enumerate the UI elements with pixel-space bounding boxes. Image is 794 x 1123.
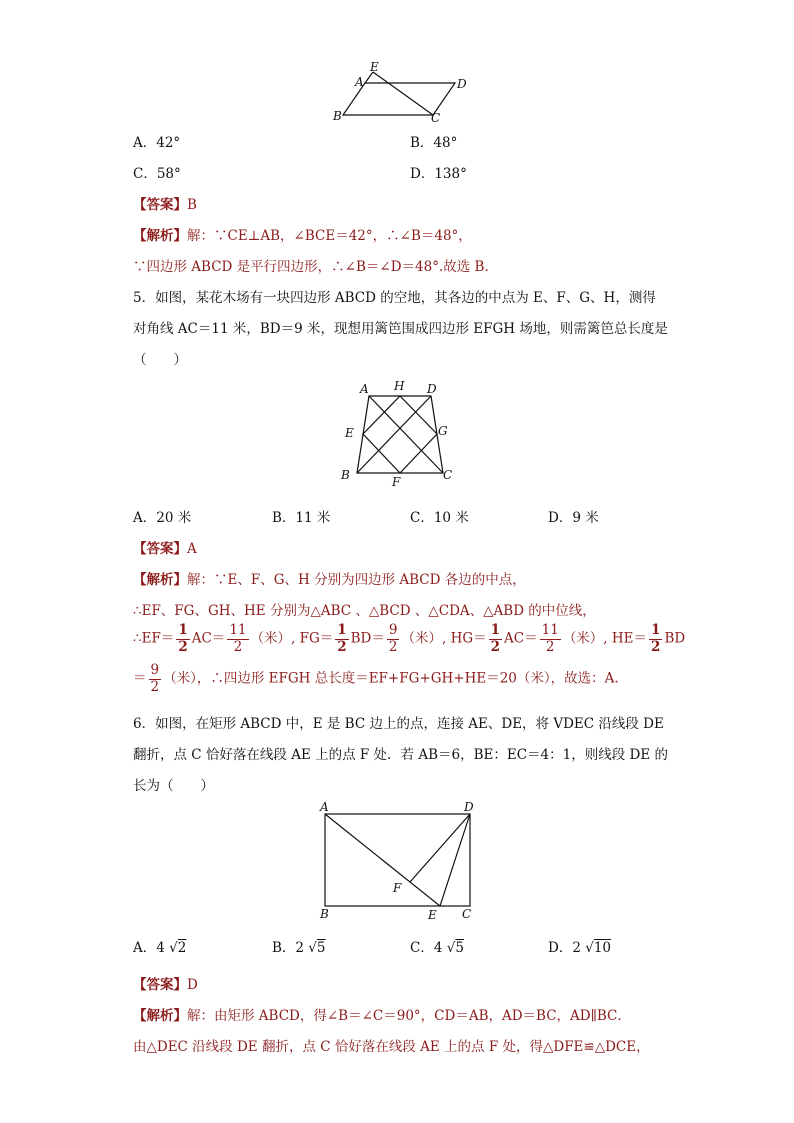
q6-stem-line1: 6．如图，在矩形 ABCD 中，E 是 BC 边上的点，连接 AE、DE，将 VDEC 沿线段 DE: [133, 716, 664, 732]
fig2-label-c: C: [443, 468, 453, 482]
fig3-label-d: D: [464, 800, 474, 814]
q4-option-c: C．58°: [133, 166, 181, 182]
fraction-11-2: $\frac{11}{2}$: [541, 622, 559, 655]
q6-option-d: D．2 √10: [548, 940, 612, 956]
fig2-label-e: E: [345, 426, 354, 440]
q6-analysis-line2: 由△DEC 沿线段 DE 翻折，点 C 恰好落在线段 AE 上的点 F 处，得△DFE≌△DCE，: [133, 1039, 650, 1055]
fraction-11-2: $\frac{11}{2}$: [229, 622, 247, 655]
q6-option-c: C．4 √5: [410, 940, 464, 956]
fig1-label-c: C: [431, 111, 441, 122]
fig2-label-b: B: [341, 468, 350, 482]
q4-analysis-line2: ∵四边形 ABCD 是平行四边形，∴∠B＝∠D＝48°.故选 B.: [133, 259, 489, 275]
fig2-label-g: G: [438, 424, 448, 438]
q5-analysis-line4: ＝ $\frac{9}{2}$ （米），∴四边形 EFGH 总长度＝EF+FG+GH+HE＝20（米），故选：A.: [133, 662, 619, 695]
q5-analysis-line3: ∴EF＝ $\frac{1}{2}$ AC＝ $\frac{11}{2}$ （米）, FG＝ $\frac{1}{2}$ BD＝ $\frac{9}{2}$ （米）, HG＝ $\frac{1}{2}$ AC＝ $\frac{11}{2}$ （米）, HE＝ $\frac{1}{2}$ BD: [133, 622, 686, 655]
q6-analysis-line1: 【解析】解：由矩形 ABCD，得∠B＝∠C＝90°，CD＝AB，AD＝BC，AD∥BC．: [133, 1008, 631, 1024]
q5-option-c: C．10 米: [410, 510, 469, 526]
fig3-label-e: E: [428, 908, 437, 922]
q6-option-a: A．4 √2: [133, 940, 187, 956]
fraction-half: $\frac{1}{2}$: [178, 622, 188, 655]
fraction-half: $\frac{1}{2}$: [490, 622, 501, 655]
quadrilateral-efgh-figure: [335, 375, 465, 490]
q5-stem-line2: 对角线 AC＝11 米，BD＝9 米，现想用篱笆围成四边形 EFGH 场地，则需篱笆总长度是: [133, 321, 668, 337]
q5-stem-line1: 5．如图，某花木场有一块四边形 ABCD 的空地，其各边的中点为 E、F、G、H，测得: [133, 290, 656, 306]
fig1-label-b: B: [333, 109, 342, 122]
q6-stem-line2: 翻折，点 C 恰好落在线段 AE 上的点 F 处．若 AB＝6，BE：EC＝4：1，则线段 DE 的: [133, 747, 668, 763]
q5-option-a: A．20 米: [133, 510, 192, 526]
fraction-9-2: $\frac{9}{2}$: [150, 662, 160, 695]
q6-answer: 【答案】D: [133, 977, 198, 993]
fig2-label-a: A: [360, 382, 369, 396]
fig3-label-c: C: [462, 907, 472, 921]
q5-analysis-line2: ∴EF、FG、GH、HE 分别为△ABC 、△BCD 、△CDA、△ABD 的中位线，: [133, 603, 596, 619]
rectangle-fold-figure: [312, 798, 487, 923]
fig1-label-e: E: [370, 60, 379, 74]
fig2-label-d: D: [427, 382, 437, 396]
fig3-label-b: B: [320, 907, 329, 921]
q4-option-d: D．138°: [410, 166, 467, 182]
fig2-label-f: F: [392, 475, 401, 489]
q5-option-b: B．11 米: [272, 510, 331, 526]
fig1-label-a: A: [355, 75, 364, 89]
q4-analysis-line1: 【解析】解：∵CE⊥AB，∠BCE＝42°，∴∠B＝48°，: [133, 228, 472, 244]
q4-option-b: B．48°: [410, 135, 458, 151]
fraction-half: $\frac{1}{2}$: [337, 622, 347, 655]
q5-stem-line3: （ ）: [133, 352, 187, 368]
fraction-half: $\frac{1}{2}$: [651, 622, 661, 655]
q5-answer: 【答案】A: [133, 541, 197, 557]
q4-answer: 【答案】B: [133, 197, 197, 213]
fraction-9-2: $\frac{9}{2}$: [388, 622, 398, 655]
fig3-label-a: A: [320, 800, 329, 814]
parallelogram-figure: [325, 60, 475, 122]
q5-analysis-line1: 【解析】解：∵E、F、G、H 分别为四边形 ABCD 各边的中点，: [133, 572, 526, 588]
fig3-label-f: F: [393, 881, 402, 895]
q6-option-b: B．2 √5: [272, 940, 326, 956]
fig2-label-h: H: [394, 379, 405, 393]
q4-option-a: A．42°: [133, 135, 181, 151]
q5-option-d: D．9 米: [548, 510, 599, 526]
fig1-label-d: D: [457, 77, 467, 91]
q6-stem-line3: 长为（ ）: [133, 778, 214, 794]
